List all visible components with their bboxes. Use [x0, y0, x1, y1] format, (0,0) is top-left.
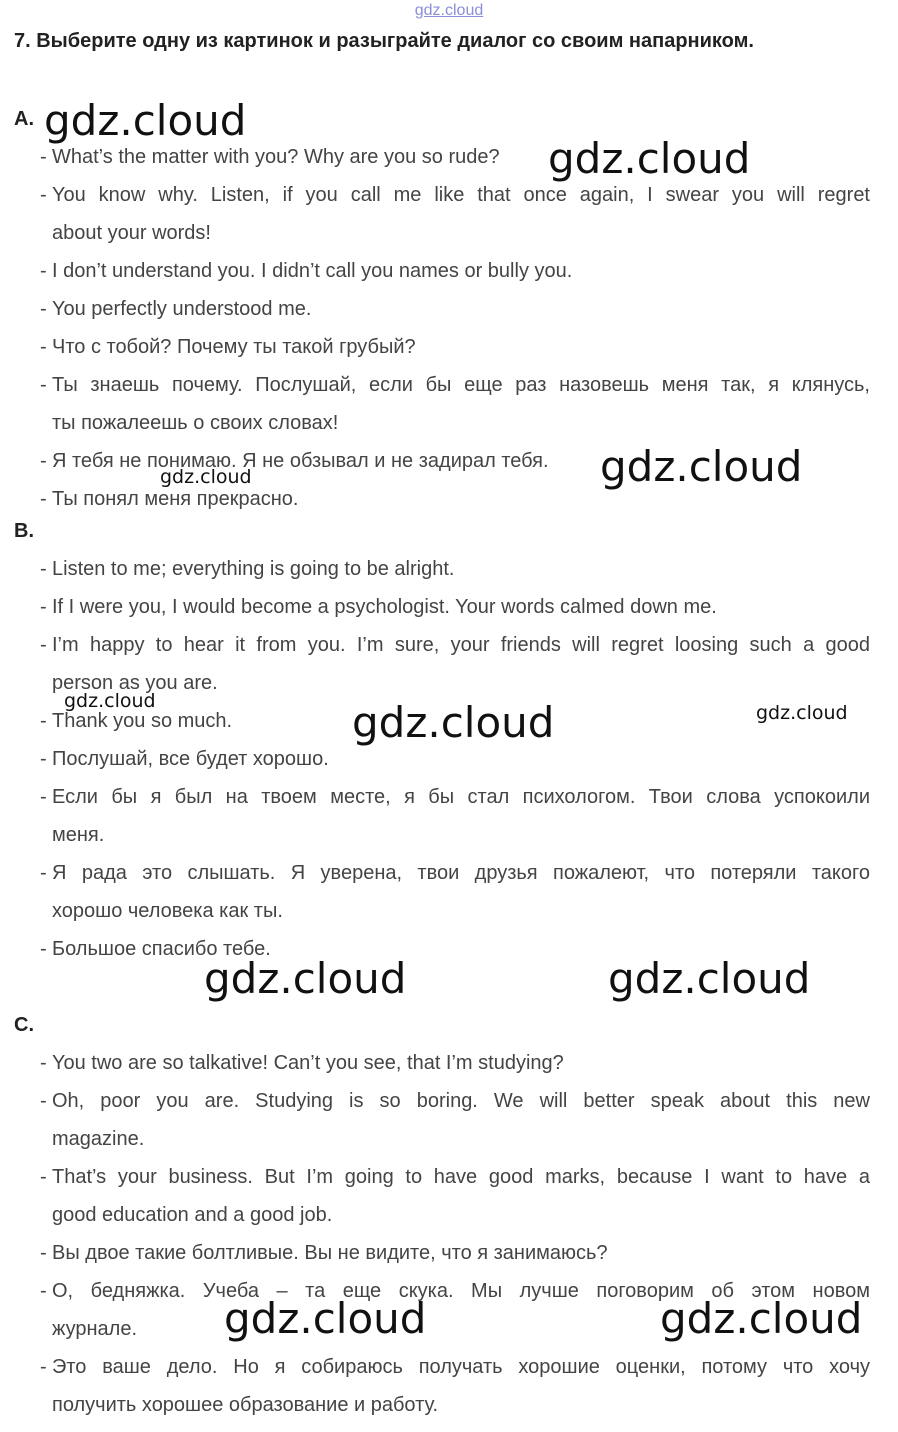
dash: -: [40, 1090, 47, 1112]
dash: -: [40, 1280, 47, 1302]
dash: -: [40, 748, 47, 770]
dash: -: [40, 710, 47, 732]
dash: -: [40, 488, 47, 510]
dialogue-line: Listen to me; everything is going to be alright.: [52, 558, 455, 580]
dialogue-line: О, бедняжка. Учеба – та еще скука. Мы лучше поговорим об этом новом: [52, 1280, 870, 1302]
dialogue-line-continued: ты пожалеешь о своих словах!: [52, 412, 339, 434]
dialogue-line: You know why. Listen, if you call me like that once again, I swear you will regret: [52, 184, 870, 206]
dialogue-line: Это ваше дело. Но я собираюсь получать хорошие оценки, потому что хочу: [52, 1356, 870, 1378]
dash: -: [40, 1052, 47, 1074]
watermark: gdz.cloud: [756, 702, 848, 724]
dialogue-line: Oh, poor you are. Studying is so boring. We will better speak about this new: [52, 1090, 870, 1112]
watermark: gdz.cloud: [600, 442, 803, 491]
dash: -: [40, 558, 47, 580]
dialogue-line: Послушай, все будет хорошо.: [52, 748, 329, 770]
dash: -: [40, 1356, 47, 1378]
dialogue-line: If I were you, I would become a psychologist. Your words calmed down me.: [52, 596, 717, 618]
dialogue-line: What’s the matter with you? Why are you so rude?: [52, 146, 500, 168]
dialogue-line: I don’t understand you. I didn’t call you names or bully you.: [52, 260, 573, 282]
dialogue-line: Большое спасибо тебе.: [52, 938, 271, 960]
dialogue-line: Я рада это слышать. Я уверена, твои друзья пожалеют, что потеряли такого: [52, 862, 870, 884]
dialogue-line-continued: magazine.: [52, 1128, 145, 1150]
dialogue-line-continued: about your words!: [52, 222, 211, 244]
dialogue-line: Что с тобой? Почему ты такой грубый?: [52, 336, 416, 358]
watermark: gdz.cloud: [608, 954, 811, 1003]
dialogue-line-continued: журнале.: [52, 1318, 138, 1340]
section-letter-a: A.: [14, 108, 34, 130]
dialogue-line: You perfectly understood me.: [52, 298, 312, 320]
dialogue-line: Я тебя не понимаю. Я не обзывал и не задирал тебя.: [52, 450, 549, 472]
dash: -: [40, 938, 47, 960]
watermark: gdz.cloud: [548, 134, 751, 183]
dash: -: [40, 1166, 47, 1188]
watermark: gdz.cloud: [204, 954, 407, 1003]
dash: -: [40, 1242, 47, 1264]
dialogue-line-continued: получить хорошее образование и работу.: [52, 1394, 439, 1416]
watermark: gdz.cloud: [224, 1294, 427, 1343]
watermark: gdz.cloud: [64, 690, 156, 712]
dash: -: [40, 260, 47, 282]
dialogue-line-continued: person as you are.: [52, 672, 218, 694]
task-title: 7. Выберите одну из картинок и разыграйте диалог со своим напарником.: [14, 30, 754, 52]
dialogue-line: Ты понял меня прекрасно.: [52, 488, 299, 510]
watermark: gdz.cloud: [160, 466, 252, 488]
section-letter-c: C.: [14, 1014, 34, 1036]
dash: -: [40, 298, 47, 320]
dash: -: [40, 146, 47, 168]
dash: -: [40, 336, 47, 358]
dash: -: [40, 450, 47, 472]
dash: -: [40, 634, 47, 656]
dialogue-line-continued: хорошо человека как ты.: [52, 900, 283, 922]
dialogue-line-continued: меня.: [52, 824, 105, 846]
site-link[interactable]: gdz.cloud: [414, 2, 484, 19]
dash: -: [40, 184, 47, 206]
dialogue-line: Ты знаешь почему. Послушай, если бы еще раз назовешь меня так, я клянусь,: [52, 374, 870, 396]
dash: -: [40, 786, 47, 808]
dialogue-line: Вы двое такие болтливые. Вы не видите, что я занимаюсь?: [52, 1242, 608, 1264]
watermark: gdz.cloud: [44, 96, 247, 145]
dialogue-line-continued: good education and a good job.: [52, 1204, 333, 1226]
dialogue-line: That’s your business. But I’m going to have good marks, because I want to have a: [52, 1166, 870, 1188]
dialogue-line: You two are so talkative! Can’t you see, that I’m studying?: [52, 1052, 564, 1074]
watermark: gdz.cloud: [660, 1294, 863, 1343]
dialogue-line: Если бы я был на твоем месте, я бы стал психологом. Твои слова успокоили: [52, 786, 870, 808]
dash: -: [40, 374, 47, 396]
dash: -: [40, 862, 47, 884]
section-letter-b: B.: [14, 520, 34, 542]
dash: -: [40, 596, 47, 618]
watermark: gdz.cloud: [352, 698, 555, 747]
dialogue-line: I’m happy to hear it from you. I’m sure, your friends will regret loosing such a good: [52, 634, 870, 656]
dialogue-line: Thank you so much.: [52, 710, 233, 732]
